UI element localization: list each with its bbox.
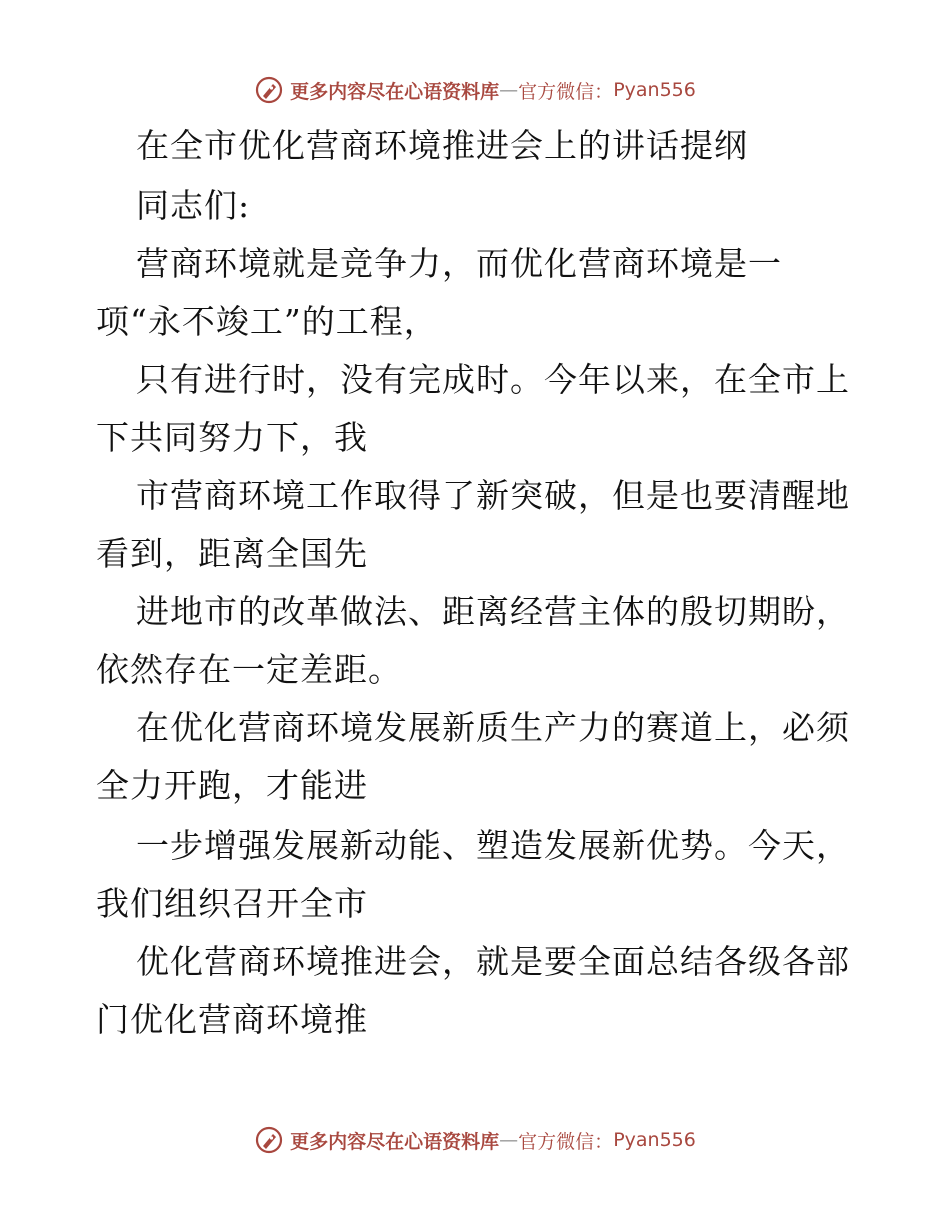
watermark-wechat-id: Pyan556 [613,79,696,101]
paragraph-line: 市营商环境工作取得了新突破，但是也要清醒地 [136,476,850,515]
paragraph-line: 只有进行时，没有完成时。今年以来，在全市上 [136,360,850,399]
document-title: 在全市优化营商环境推进会上的讲话提纲 [136,126,748,165]
paragraph-line: 全力开跑，才能进 [96,766,368,805]
pen-nib-icon [254,75,284,105]
watermark-dash: — [499,1129,519,1151]
paragraph-line: 看到，距离全国先 [96,534,368,573]
pen-nib-icon [254,1125,284,1155]
watermark-wechat-label: 官方微信： [518,1130,614,1153]
paragraph-line: 优化营商环境推进会，就是要全面总结各级各部 [136,942,850,981]
paragraph-line: 在优化营商环境发展新质生产力的赛道上，必须 [136,708,850,747]
footer-watermark [0,1120,950,1160]
watermark-wechat-id: Pyan556 [613,1129,696,1151]
paragraph-line: 一步增强发展新动能、塑造发展新优势。今天， [136,826,850,865]
watermark-text: 更多内容尽在心语资料库 [290,80,500,103]
paragraph-line: 我们组织召开全市 [96,884,368,923]
paragraph-line: 下共同努力下，我 [96,418,368,457]
watermark-text: 更多内容尽在心语资料库 [290,1130,500,1153]
paragraph-line: 依然存在一定差距。 [96,650,402,689]
paragraph-line: 项“永不竣工”的工程， [96,302,438,341]
paragraph-line: 进地市的改革做法、距离经营主体的殷切期盼， [136,592,850,631]
header-watermark [0,70,950,110]
watermark-wechat-label: 官方微信： [518,80,614,103]
watermark-dash: — [499,79,519,101]
paragraph-line: 门优化营商环境推 [96,1000,368,1039]
salutation: 同志们: [136,186,251,225]
paragraph-line: 营商环境就是竞争力，而优化营商环境是一 [136,244,782,283]
